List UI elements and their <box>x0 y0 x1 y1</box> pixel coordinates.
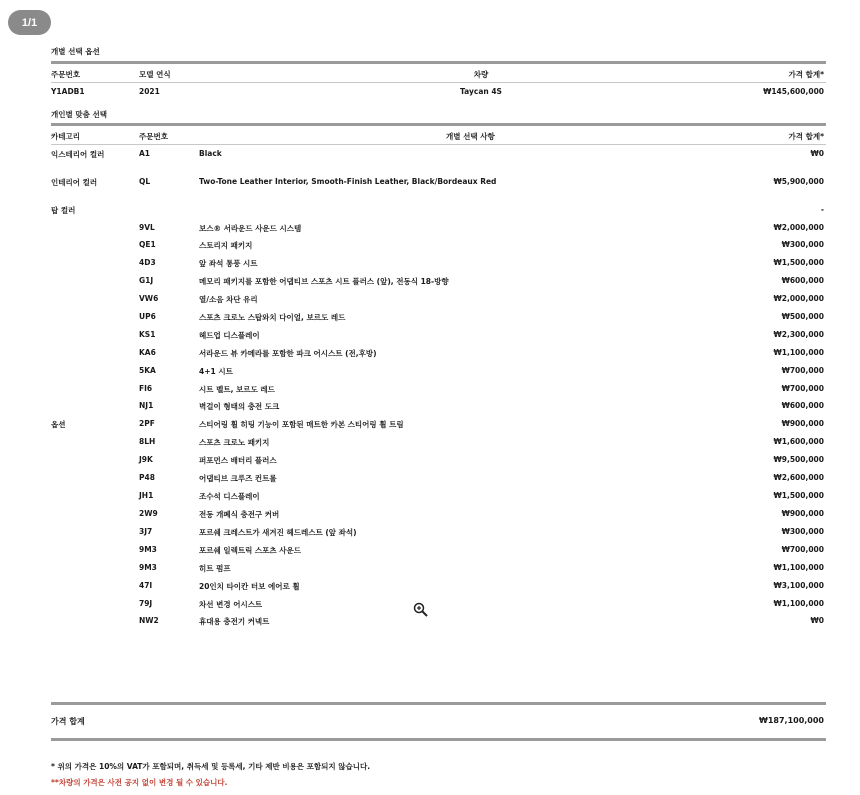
total-bottom-rule <box>51 738 826 741</box>
table-row <box>51 258 826 270</box>
row-code: 2W9 <box>139 509 158 518</box>
row-code: 4D3 <box>139 258 156 267</box>
row-code: 2PF <box>139 419 155 428</box>
row-price: ₩1,600,000 <box>773 437 824 446</box>
row-code: 9M3 <box>139 563 157 572</box>
row-option: 열/소음 차단 유리 <box>199 295 258 304</box>
row-price: ₩700,000 <box>781 366 824 375</box>
row-code: 3J7 <box>139 527 153 536</box>
header-total: 가격 합계* <box>788 70 824 79</box>
row-option: 보스® 서라운드 사운드 시스템 <box>199 224 302 233</box>
row-option: 스포츠 크로노 패키지 <box>199 438 270 447</box>
row-price: ₩300,000 <box>781 240 824 249</box>
row-option: 메모리 패키지를 포함한 어댑티브 스포츠 시트 플러스 (앞), 전동식 18-방향 <box>199 277 449 286</box>
row-option: Two-Tone Leather Interior, Smooth-Finish Leather, Black/Bordeaux Red <box>199 177 497 186</box>
table-row <box>51 330 826 342</box>
row-code: QE1 <box>139 240 156 249</box>
row-code: UP6 <box>139 312 156 321</box>
header-order-no: 주문번호 <box>51 70 80 79</box>
custom-header-row <box>51 131 826 143</box>
model-section-title: 개별 선택 옵션 <box>51 47 100 56</box>
row-price: ₩600,000 <box>781 276 824 285</box>
row-price: - <box>820 205 824 214</box>
table-row <box>51 527 826 539</box>
table-row <box>51 240 826 252</box>
row-price: ₩2,000,000 <box>773 294 824 303</box>
row-option: 퍼포먼스 배터리 플러스 <box>199 456 277 465</box>
table-row <box>51 366 826 378</box>
table-row <box>51 149 826 161</box>
row-price: ₩1,100,000 <box>773 348 824 357</box>
header-option: 개별 선택 사항 <box>446 132 495 141</box>
row-code: NJ1 <box>139 401 154 410</box>
row-code: 5KA <box>139 366 156 375</box>
row-price: ₩600,000 <box>781 401 824 410</box>
row-price: ₩1,500,000 <box>773 258 824 267</box>
model-header-row <box>51 69 826 81</box>
header-category: 카테고리 <box>51 132 80 141</box>
row-option: 휴대용 충전기 커넥트 <box>199 617 270 626</box>
row-option: 스토리지 패키지 <box>199 241 253 250</box>
table-row <box>51 491 826 503</box>
row-code: 9VL <box>139 223 155 232</box>
row-code: 9M3 <box>139 545 157 554</box>
table-row <box>51 205 826 217</box>
row-price: ₩1,100,000 <box>773 599 824 608</box>
row-price: ₩2,300,000 <box>773 330 824 339</box>
row-option: 헤드업 디스플레이 <box>199 331 260 340</box>
row-code: A1 <box>139 149 151 158</box>
table-row <box>51 348 826 360</box>
row-code: G1J <box>139 276 154 285</box>
custom-section-title: 개인별 맞춤 선택 <box>51 110 107 119</box>
table-row <box>51 509 826 521</box>
model-vehicle: Taycan 4S <box>460 87 502 96</box>
row-code: QL <box>139 177 151 186</box>
model-header-rule <box>51 82 826 83</box>
row-price: ₩0 <box>810 616 824 625</box>
row-price: ₩2,000,000 <box>773 223 824 232</box>
table-row <box>51 177 826 189</box>
table-row <box>51 563 826 575</box>
table-row <box>51 599 826 611</box>
header-model-year: 모델 연식 <box>139 70 171 79</box>
table-row <box>51 312 826 324</box>
custom-header-rule <box>51 144 826 145</box>
row-price: ₩9,500,000 <box>773 455 824 464</box>
row-price: ₩0 <box>810 149 824 158</box>
row-option: 스포츠 크로노 스탑와치 다이얼, 보르도 레드 <box>199 313 346 322</box>
header-vehicle: 차량 <box>473 70 489 79</box>
custom-section-rule <box>51 123 826 126</box>
total-label: 가격 합계 <box>51 717 85 726</box>
row-code: P48 <box>139 473 155 482</box>
model-section-rule <box>51 61 826 64</box>
row-code: 47I <box>139 581 153 590</box>
table-row <box>51 223 826 235</box>
header-total: 가격 합계* <box>788 132 824 141</box>
row-code: 79J <box>139 599 153 608</box>
table-row <box>51 455 826 467</box>
total-value: ₩187,100,000 <box>759 716 824 725</box>
model-year: 2021 <box>139 87 160 96</box>
header-order-no: 주문번호 <box>139 132 168 141</box>
row-option: 스티어링 휠 히팅 기능이 포함된 매트한 카본 스티어링 휠 트림 <box>199 420 404 429</box>
row-option: 20인치 타이칸 터보 에어로 휠 <box>199 582 300 591</box>
row-price: ₩5,900,000 <box>773 177 824 186</box>
vat-note: * 위의 가격은 10%의 VAT가 포함되며, 취득세 및 등록세, 기타 제반 비용은 포함되지 않습니다. <box>51 762 371 771</box>
row-price: ₩500,000 <box>781 312 824 321</box>
row-price: ₩3,100,000 <box>773 581 824 590</box>
row-option: 어댑티브 크루즈 컨트롤 <box>199 474 277 483</box>
row-price: ₩300,000 <box>781 527 824 536</box>
row-code: 8LH <box>139 437 156 446</box>
row-category: 탑 컬러 <box>51 206 76 215</box>
row-price: ₩700,000 <box>781 384 824 393</box>
row-option: 포르쉐 크레스트가 새겨진 헤드레스트 (앞 좌석) <box>199 528 357 537</box>
row-code: VW6 <box>139 294 159 303</box>
model-row <box>51 87 826 99</box>
table-row <box>51 545 826 557</box>
total-top-rule <box>51 702 826 705</box>
table-row <box>51 401 826 413</box>
model-order-no: Y1ADB1 <box>51 87 85 96</box>
options-category-label: 옵션 <box>51 420 66 429</box>
table-row <box>51 581 826 593</box>
table-row <box>51 473 826 485</box>
row-option: 차선 변경 어시스트 <box>199 600 263 609</box>
price-change-note: **차량의 가격은 사전 공지 없이 변경 될 수 있습니다. <box>51 778 228 787</box>
row-price: ₩2,600,000 <box>773 473 824 482</box>
row-code: JH1 <box>139 491 154 500</box>
row-option: 앞 좌석 통풍 시트 <box>199 259 258 268</box>
row-option: 서라운드 뷰 카메라를 포함한 파크 어시스트 (전,후방) <box>199 349 377 358</box>
table-row <box>51 616 826 628</box>
page-indicator: 1/1 <box>8 10 51 35</box>
row-option: 전동 개폐식 충전구 커버 <box>199 510 280 519</box>
row-category: 인테리어 컬러 <box>51 178 98 187</box>
row-price: ₩700,000 <box>781 545 824 554</box>
row-code: KA6 <box>139 348 156 357</box>
row-code: KS1 <box>139 330 156 339</box>
row-option: 4+1 시트 <box>199 367 233 376</box>
row-code: NW2 <box>139 616 159 625</box>
row-option: 히트 펌프 <box>199 564 231 573</box>
row-code: FI6 <box>139 384 153 393</box>
table-row <box>51 294 826 306</box>
table-row <box>51 276 826 288</box>
row-price: ₩1,500,000 <box>773 491 824 500</box>
zoom-in-icon[interactable] <box>413 602 428 617</box>
row-option: 포르쉐 일렉트릭 스포츠 사운드 <box>199 546 302 555</box>
table-row <box>51 384 826 396</box>
row-category: 익스테리어 컬러 <box>51 150 105 159</box>
row-option: Black <box>199 149 222 158</box>
row-option: 벽걸이 형태의 충전 도크 <box>199 402 280 411</box>
model-price: ₩145,600,000 <box>763 87 824 96</box>
row-price: ₩1,100,000 <box>773 563 824 572</box>
row-option: 조수석 디스플레이 <box>199 492 260 501</box>
table-row <box>51 419 826 431</box>
row-price: ₩900,000 <box>781 509 824 518</box>
row-code: J9K <box>139 455 153 464</box>
row-option: 시트 벨트, 보르도 레드 <box>199 385 275 394</box>
row-price: ₩900,000 <box>781 419 824 428</box>
table-row <box>51 437 826 449</box>
